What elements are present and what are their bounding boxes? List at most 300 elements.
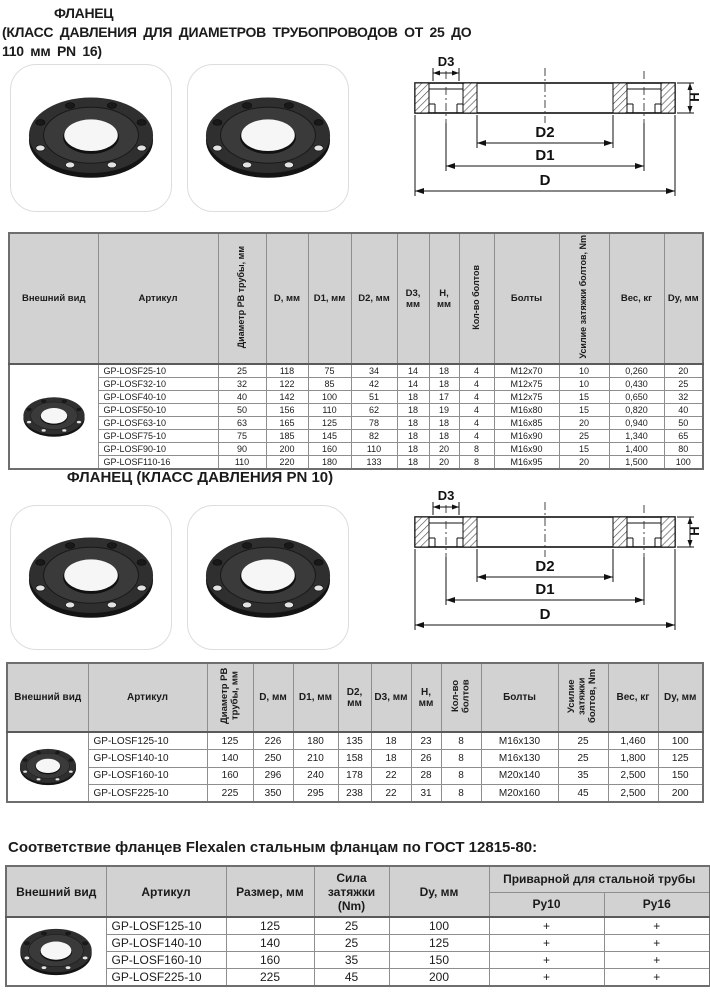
dim-label-h: H: [687, 92, 702, 102]
bolt-hole: [242, 542, 251, 548]
cell-d1: 100: [308, 391, 351, 404]
cell-articul: GP-LOSF63-10: [98, 417, 218, 430]
cell-weight: 1,340: [609, 430, 664, 443]
vertical-header-label: Усилие затяжки болтов, Nm: [578, 235, 589, 359]
col-header-d1: D1, мм: [293, 663, 338, 732]
gost-correspondence-table: [5, 865, 710, 987]
hatch-region: [613, 517, 627, 547]
cell-d: 250: [253, 750, 293, 768]
section-title-pn10: ФЛАНЕЦ (КЛАСС ДАВЛЕНИЯ PN 10): [66, 469, 334, 486]
table-row: [6, 969, 710, 987]
cell-d3: 18: [397, 404, 429, 417]
cell-pv: 75: [218, 430, 266, 443]
bolt-hole: [41, 399, 46, 402]
vertical-header-label: Диаметр РВ трубы, мм: [236, 245, 247, 349]
bolt-hole: [55, 778, 59, 781]
cell-d2: 51: [351, 391, 397, 404]
table-row: [9, 364, 703, 378]
hatch-region: [415, 517, 429, 547]
col-header-appearance: Внешний вид: [7, 663, 88, 732]
bolt-hole: [55, 751, 59, 754]
hatch-region: [463, 83, 477, 113]
bolt-hole: [76, 420, 81, 423]
cell-h: 20: [429, 456, 459, 470]
table-row: [7, 732, 703, 750]
table-row: [7, 767, 703, 785]
cell-py10: +: [489, 952, 604, 969]
header-row: [6, 866, 710, 892]
bolt-hole: [284, 103, 293, 109]
cell-articul: GP-LOSF160-10: [106, 952, 226, 969]
dim-label-d2: D2: [535, 124, 555, 141]
cell-d: 350: [253, 785, 293, 803]
cell-py16: +: [604, 969, 710, 987]
bolt-hole: [65, 602, 74, 608]
cell-h: 18: [429, 378, 459, 391]
cell-dy: 100: [664, 456, 703, 470]
cell-h: 20: [429, 443, 459, 456]
cell-d2: 178: [338, 767, 371, 785]
cell-cnt: 8: [441, 732, 481, 750]
col-header-d: D, мм: [266, 233, 308, 364]
cell-torque: 10: [559, 378, 609, 391]
cell-dy: 50: [664, 417, 703, 430]
cell-pv: 50: [218, 404, 266, 417]
col-header-torque: [558, 663, 608, 732]
cell-articul: GP-LOSF160-10: [88, 767, 207, 785]
col-header-weld-group: Приварной для стальной трубы: [489, 866, 710, 892]
cell-torque: 15: [559, 404, 609, 417]
center-bore: [64, 120, 118, 152]
cell-py10: +: [489, 969, 604, 987]
header-row: [7, 663, 703, 732]
page-title-line2: (КЛАСС ДАВЛЕНИЯ ДЛЯ ДИАМЕТРОВ ТРУБОПРОВОДОВ ОТ 25 ДО 110 мм PN 16): [2, 24, 472, 59]
flange-photo-image: [18, 89, 164, 186]
page-title: [2, 4, 482, 61]
cell-weight: 1,800: [608, 750, 658, 768]
col-header-d2: D2, мм: [338, 663, 371, 732]
cell-weight: 1,460: [608, 732, 658, 750]
bolt-hole: [62, 429, 67, 432]
cell-d: 142: [266, 391, 308, 404]
bolt-hole: [36, 585, 45, 591]
bolt-hole: [23, 770, 27, 773]
cell-d: 296: [253, 767, 293, 785]
cell-torque: 25: [559, 430, 609, 443]
cell-d3: 18: [397, 443, 429, 456]
cell-weight: 2,500: [608, 767, 658, 785]
cell-d2: 238: [338, 785, 371, 803]
col-header-d: D, мм: [253, 663, 293, 732]
bolt-hole: [24, 941, 29, 944]
cell-d1: 125: [308, 417, 351, 430]
technical-drawing-pn16: [398, 55, 702, 207]
bolt-hole: [213, 145, 222, 151]
cell-torque: 15: [559, 443, 609, 456]
dim-label-h: H: [687, 526, 702, 536]
table-row: [9, 404, 703, 417]
cell-cnt: 4: [459, 404, 494, 417]
cell-cnt: 4: [459, 430, 494, 443]
cell-dy: 25: [664, 378, 703, 391]
pn10-spec-table: [6, 662, 704, 803]
cell-pv: 140: [207, 750, 253, 768]
section-title-gost: Соответствие фланцев Flexalen стальным фланцам по ГОСТ 12815-80:: [8, 839, 538, 856]
flange-photo-cell: [9, 364, 98, 469]
bolt-hole: [27, 420, 32, 423]
cell-cnt: 8: [441, 750, 481, 768]
bolt-hole: [213, 585, 222, 591]
cell-d3: 14: [397, 364, 429, 378]
vertical-header-label: Кол-во болтов: [470, 264, 481, 330]
cell-py10: +: [489, 935, 604, 952]
bolt-hole: [107, 602, 116, 608]
bolt-hole: [41, 429, 46, 432]
bolt-hole: [36, 145, 45, 151]
cell-d: 122: [266, 378, 308, 391]
bolt-hole: [42, 932, 47, 935]
table-row: [6, 917, 710, 935]
cell-torque: 20: [559, 417, 609, 430]
cell-h: 28: [411, 767, 441, 785]
table-row: [9, 417, 703, 430]
bolt-hole: [107, 103, 116, 109]
bolt-hole: [36, 559, 45, 565]
dim-label-d: D: [539, 606, 551, 623]
table-row: [9, 430, 703, 443]
table-row: [9, 456, 703, 470]
bolt-hole: [242, 162, 251, 168]
center-bore: [41, 941, 72, 959]
cell-pv: 110: [218, 456, 266, 470]
bolt-hole: [213, 120, 222, 126]
cell-d2: 42: [351, 378, 397, 391]
col-header-h: H, мм: [429, 233, 459, 364]
cell-size: 225: [226, 969, 314, 987]
cell-d3: 22: [371, 767, 411, 785]
pn16-spec-table: [8, 232, 704, 470]
bolt-hole: [242, 602, 251, 608]
cell-d3: 18: [371, 750, 411, 768]
table-row: [6, 935, 710, 952]
cell-d3: 18: [397, 430, 429, 443]
col-header-appearance: Внешний вид: [6, 866, 106, 917]
cell-torque: 20: [559, 456, 609, 470]
cell-weight: 0,260: [609, 364, 664, 378]
center-bore: [41, 408, 67, 424]
col-header-d2: D2, мм: [351, 233, 397, 364]
cell-pv: 63: [218, 417, 266, 430]
cell-torque: 35: [558, 767, 608, 785]
cell-bolts: M20x160: [481, 785, 558, 803]
cell-d2: 82: [351, 430, 397, 443]
hatch-region: [415, 83, 429, 113]
cell-cnt: 8: [459, 456, 494, 470]
cell-bolts: M20x140: [481, 767, 558, 785]
cell-d3: 14: [397, 378, 429, 391]
col-header-h: H, мм: [411, 663, 441, 732]
vertical-header-label: Кол-во болтов: [449, 679, 471, 713]
bolt-hole: [137, 120, 146, 126]
flange-photo-image: [195, 529, 341, 626]
col-header-pipe-diameter: [218, 233, 266, 364]
cell-torque: 25: [558, 750, 608, 768]
cell-bolts: M16x85: [494, 417, 559, 430]
cell-dy: 65: [664, 430, 703, 443]
col-header-dy: Dy, мм: [664, 233, 703, 364]
flange-photo-cell: [7, 732, 88, 802]
cell-d1: 110: [308, 404, 351, 417]
col-header-d3: D3, мм: [371, 663, 411, 732]
cell-bolts: M16x90: [494, 430, 559, 443]
cell-weight: 0,820: [609, 404, 664, 417]
cell-d2: 62: [351, 404, 397, 417]
bolt-hole: [76, 408, 81, 411]
col-header-weight: Вес, кг: [608, 663, 658, 732]
col-header-py16: Ру16: [604, 892, 710, 917]
col-header-torque: [559, 233, 609, 364]
dim-label-d: D: [539, 172, 551, 189]
cell-d2: 135: [338, 732, 371, 750]
dim-label-d1: D1: [535, 147, 555, 164]
bolt-hole: [284, 162, 293, 168]
cell-cnt: 4: [459, 391, 494, 404]
cell-d3: 18: [397, 456, 429, 470]
hatch-region: [661, 83, 675, 113]
flange-photo-image: [15, 745, 81, 789]
cell-bolts: M12x75: [494, 391, 559, 404]
col-header-dy: Dy, мм: [658, 663, 703, 732]
cell-weight: 0,430: [609, 378, 664, 391]
cell-h: 19: [429, 404, 459, 417]
cell-dy: 40: [664, 404, 703, 417]
cell-d1: 210: [293, 750, 338, 768]
center-bore: [64, 559, 118, 591]
bolt-hole: [36, 778, 40, 781]
cell-d1: 160: [308, 443, 351, 456]
bolt-hole: [27, 408, 32, 411]
cell-dy: 150: [658, 767, 703, 785]
bolt-hole: [65, 162, 74, 168]
table-row: [7, 785, 703, 803]
cell-d2: 78: [351, 417, 397, 430]
vertical-header-label: Усилие затяжки болтов, Nm: [566, 668, 599, 724]
cell-cnt: 8: [441, 767, 481, 785]
cell-bolts: M12x75: [494, 378, 559, 391]
cell-size: 160: [226, 952, 314, 969]
cell-force: 35: [314, 952, 389, 969]
cell-py16: +: [604, 917, 710, 935]
cell-d: 220: [266, 456, 308, 470]
flange-photo-cell: [6, 917, 106, 986]
cell-h: 31: [411, 785, 441, 803]
cell-articul: GP-LOSF110-16: [98, 456, 218, 470]
bolt-hole: [83, 956, 88, 959]
pn10-table-body: [7, 732, 703, 802]
cell-d2: 133: [351, 456, 397, 470]
bolt-hole: [107, 162, 116, 168]
flange-photo-card: [10, 505, 172, 650]
col-header-articul: Артикул: [98, 233, 218, 364]
cell-bolts: M16x130: [481, 732, 558, 750]
bolt-hole: [66, 932, 71, 935]
bolt-hole: [24, 956, 29, 959]
bolt-hole: [213, 559, 222, 565]
cell-pv: 90: [218, 443, 266, 456]
cell-d3: 18: [371, 732, 411, 750]
bolt-hole: [137, 559, 146, 565]
col-header-d3: D3, мм: [397, 233, 429, 364]
bolt-hole: [284, 542, 293, 548]
cell-d: 118: [266, 364, 308, 378]
hatch-region: [613, 83, 627, 113]
col-header-size: Размер, мм: [226, 866, 314, 917]
cell-d1: 75: [308, 364, 351, 378]
cell-dy: 100: [389, 917, 489, 935]
bolt-hole: [69, 759, 73, 762]
header-row: [9, 233, 703, 364]
cell-articul: GP-LOSF25-10: [98, 364, 218, 378]
cell-pv: 40: [218, 391, 266, 404]
cell-h: 18: [429, 364, 459, 378]
cell-d3: 18: [397, 417, 429, 430]
bolt-hole: [242, 103, 251, 109]
col-header-weight: Вес, кг: [609, 233, 664, 364]
cell-h: 18: [429, 430, 459, 443]
cell-articul: GP-LOSF50-10: [98, 404, 218, 417]
cell-torque: 25: [558, 732, 608, 750]
cell-torque: 45: [558, 785, 608, 803]
col-header-bolts: Болты: [481, 663, 558, 732]
bolt-hole: [36, 751, 40, 754]
cell-articul: GP-LOSF140-10: [106, 935, 226, 952]
bolt-hole: [42, 966, 47, 969]
table-row: [9, 378, 703, 391]
cell-cnt: 4: [459, 417, 494, 430]
cell-articul: GP-LOSF140-10: [88, 750, 207, 768]
bolt-hole: [137, 585, 146, 591]
vertical-header-label: Диаметр РВ трубы, мм: [218, 667, 240, 725]
flange-photo-card: [187, 64, 349, 212]
col-header-py10: Ру10: [489, 892, 604, 917]
cell-weight: 0,940: [609, 417, 664, 430]
cell-d3: 18: [397, 391, 429, 404]
cell-dy: 150: [389, 952, 489, 969]
col-header-pipe-diameter: [207, 663, 253, 732]
dim-label-d2: D2: [535, 558, 555, 575]
cell-articul: GP-LOSF75-10: [98, 430, 218, 443]
col-header-articul: Артикул: [88, 663, 207, 732]
cell-size: 125: [226, 917, 314, 935]
dim-label-d3: D3: [437, 489, 455, 503]
bolt-hole: [66, 966, 71, 969]
technical-drawing-pn10: [398, 489, 702, 641]
cell-force: 25: [314, 935, 389, 952]
cell-py10: +: [489, 917, 604, 935]
cell-dy: 200: [389, 969, 489, 987]
flange-technical-drawing: [398, 55, 702, 207]
cell-py16: +: [604, 952, 710, 969]
pn16-table-body: [9, 364, 703, 469]
cell-pv: 25: [218, 364, 266, 378]
gost-table-body: [6, 917, 710, 986]
cell-articul: GP-LOSF225-10: [106, 969, 226, 987]
col-header-articul: Артикул: [106, 866, 226, 917]
cell-articul: GP-LOSF40-10: [98, 391, 218, 404]
cell-size: 140: [226, 935, 314, 952]
cell-h: 18: [429, 417, 459, 430]
bolt-hole: [69, 770, 73, 773]
cell-bolts: M16x90: [494, 443, 559, 456]
cell-dy: 20: [664, 364, 703, 378]
cell-articul: GP-LOSF125-10: [88, 732, 207, 750]
cell-torque: 10: [559, 364, 609, 378]
cell-weight: 1,400: [609, 443, 664, 456]
bolt-hole: [284, 602, 293, 608]
hatch-region: [661, 517, 675, 547]
bolt-hole: [62, 399, 67, 402]
center-bore: [241, 559, 295, 591]
cell-pv: 160: [207, 767, 253, 785]
flange-photo-image: [18, 529, 164, 626]
cell-bolts: M16x130: [481, 750, 558, 768]
cell-bolts: M12x70: [494, 364, 559, 378]
cell-pv: 125: [207, 732, 253, 750]
cell-d1: 145: [308, 430, 351, 443]
table-row: [9, 391, 703, 404]
center-bore: [241, 120, 295, 152]
cell-dy: 200: [658, 785, 703, 803]
flange-photo-image: [14, 924, 98, 980]
bolt-hole: [314, 559, 323, 565]
flange-photo-image: [195, 89, 341, 186]
bolt-hole: [65, 103, 74, 109]
cell-articul: GP-LOSF225-10: [88, 785, 207, 803]
cell-dy: 100: [658, 732, 703, 750]
cell-d2: 34: [351, 364, 397, 378]
cell-d2: 158: [338, 750, 371, 768]
bolt-hole: [65, 542, 74, 548]
col-header-dy: Dy, мм: [389, 866, 489, 917]
center-bore: [36, 759, 60, 773]
cell-weight: 0,650: [609, 391, 664, 404]
cell-h: 26: [411, 750, 441, 768]
table-row: [6, 952, 710, 969]
cell-d2: 110: [351, 443, 397, 456]
col-header-bolt-count: [441, 663, 481, 732]
bolt-hole: [36, 120, 45, 126]
bolt-hole: [314, 120, 323, 126]
cell-dy: 32: [664, 391, 703, 404]
cell-articul: GP-LOSF90-10: [98, 443, 218, 456]
cell-weight: 2,500: [608, 785, 658, 803]
cell-articul: GP-LOSF125-10: [106, 917, 226, 935]
cell-force: 45: [314, 969, 389, 987]
flange-technical-drawing: [398, 489, 702, 641]
bolt-hole: [83, 941, 88, 944]
cell-pv: 225: [207, 785, 253, 803]
bolt-hole: [314, 585, 323, 591]
cell-weight: 1,500: [609, 456, 664, 470]
flange-photo-image: [18, 393, 90, 441]
cell-bolts: M16x80: [494, 404, 559, 417]
col-header-bolts: Болты: [494, 233, 559, 364]
table-row: [9, 443, 703, 456]
cell-dy: 125: [658, 750, 703, 768]
dim-label-d3: D3: [437, 55, 455, 69]
cell-py16: +: [604, 935, 710, 952]
col-header-d1: D1, мм: [308, 233, 351, 364]
